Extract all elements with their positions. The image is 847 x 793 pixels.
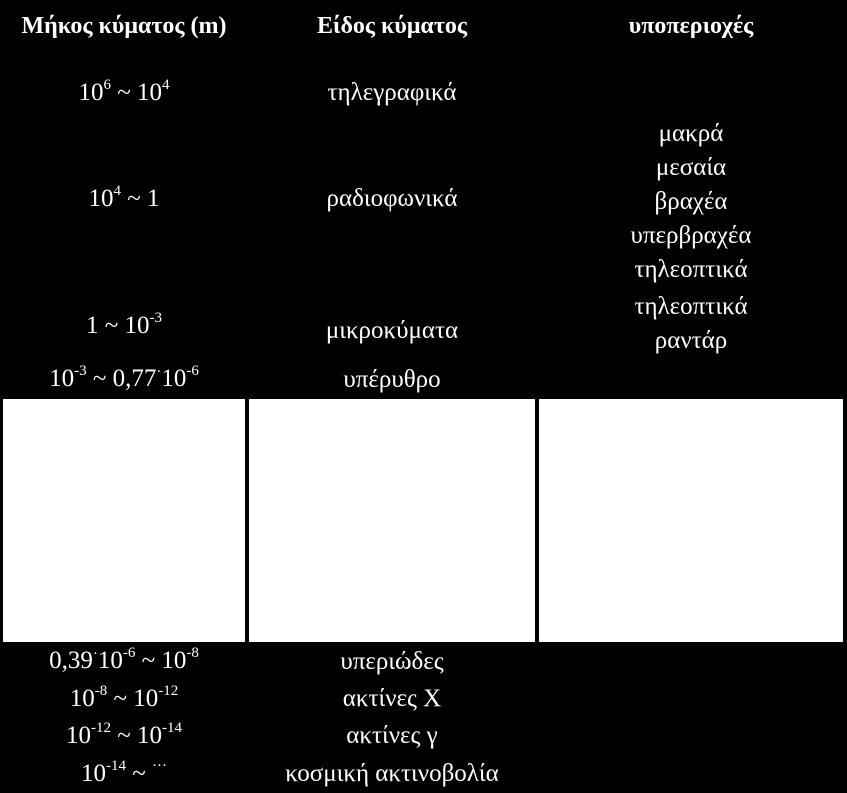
wavelength-cell: $10^4$ ~ 1 [3, 111, 245, 286]
subrange-cell [539, 290, 843, 361]
table-row [0, 646, 847, 678]
wave-type-cell: ραδιοφωνικά [249, 111, 535, 286]
wave-type-cell: κοσμική ακτινοβολία [249, 757, 535, 790]
wavelength-cell: $10^6$ ~ $10^4$ [3, 79, 245, 107]
wavelength-cell: 1 ~ $10^{-3}$ [3, 290, 245, 361]
wave-type-cell: ακτίνες γ [249, 719, 535, 753]
wave-type-cell: υπεριώδες [249, 646, 535, 678]
table-row [0, 290, 847, 361]
subrange-item: βραχέα [654, 188, 728, 215]
table-row [0, 682, 847, 715]
wavelength-cell [3, 399, 245, 642]
wave-type-cell [249, 399, 535, 642]
table-row-blank [0, 399, 847, 642]
subrange-item: μεσαία [655, 154, 727, 181]
subrange-cell [539, 79, 843, 107]
table-row [0, 362, 847, 395]
wavelength-cell: $10^{-3}$ ~ $0,77^\cdot 10^{-6}$ [3, 365, 245, 395]
subrange-cell [539, 646, 843, 678]
subrange-cell [539, 111, 843, 286]
subrange-item: τηλεοπτικά [634, 256, 748, 283]
subrange-cell [539, 682, 843, 715]
header-wavelength: Μήκος κύματος (m) [3, 3, 245, 75]
wave-type-cell: τηλεγραφικά [249, 79, 535, 107]
table-row [0, 79, 847, 107]
wavelength-cell: $0,39^\cdot 10^{-6}$ ~ $10^{-8}$ [3, 646, 245, 678]
subrange-cell [539, 719, 843, 753]
wavelength-cell: $10^{-12}$ ~ $10^{-14}$ [3, 719, 245, 753]
wavelength-cell: $10^{-14}$ ~ ··· [3, 757, 245, 790]
header-wave-type: Είδος κύματος [249, 3, 535, 75]
wave-type-cell: υπέρυθρο [249, 365, 535, 395]
subrange-cell [539, 757, 843, 790]
table-row [0, 111, 847, 286]
table-row [0, 719, 847, 753]
subrange-item: μακρά [658, 120, 724, 147]
subrange-item: τηλεοπτικά [634, 293, 748, 320]
subrange-item: ραντάρ [654, 327, 728, 354]
table-header-row [0, 3, 847, 75]
subrange-item: υπερβραχέα [630, 222, 752, 249]
wave-type-cell: μικροκύματα [249, 290, 535, 361]
table-row [0, 757, 847, 790]
header-subranges: υποπεριοχές [539, 3, 843, 75]
wave-type-cell: ακτίνες Χ [249, 682, 535, 715]
subrange-cell [539, 399, 843, 642]
subrange-cell [539, 365, 843, 395]
wavelength-cell: $10^{-8}$ ~ $10^{-12}$ [3, 682, 245, 715]
